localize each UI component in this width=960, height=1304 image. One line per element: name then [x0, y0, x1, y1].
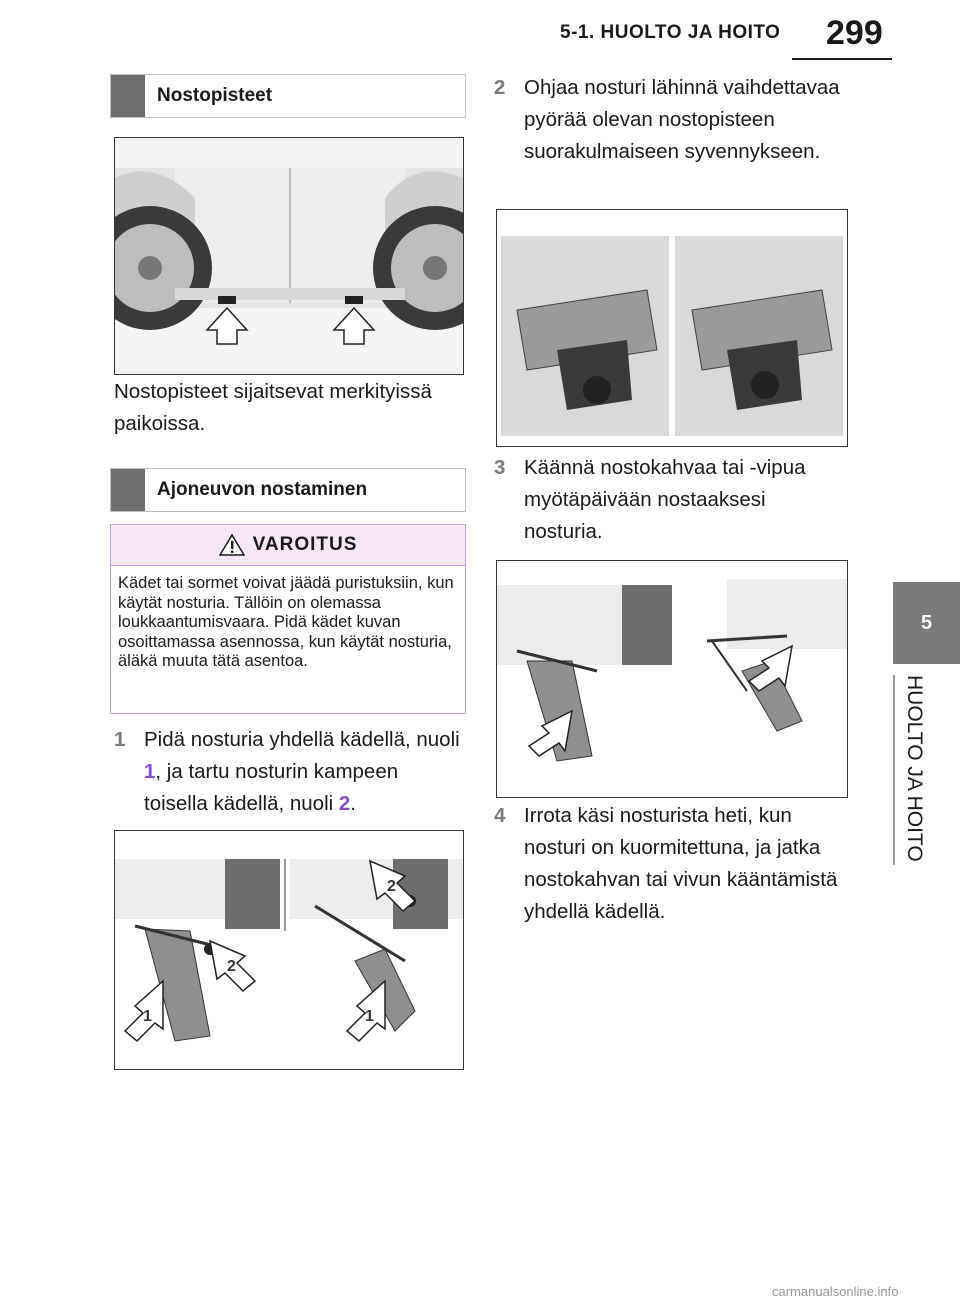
page-number: 299 — [826, 14, 883, 52]
figure-jack-placement — [496, 209, 848, 447]
figure-arrow-label-2b: 2 — [387, 878, 396, 895]
figure-jack-cranking — [496, 560, 848, 798]
figure-jack-grip — [114, 830, 464, 1070]
chapter-tab[interactable]: 5 — [893, 582, 960, 664]
lifting-points-caption: Nostopisteet sijaitsevat merkityissä paikoissa. — [114, 380, 432, 435]
chapter-side-label: HUOLTO JA HOITO — [903, 675, 926, 862]
header-rule — [792, 58, 892, 60]
chapter-title: 5-1. HUOLTO JA HOITO — [560, 22, 781, 43]
warning-box — [110, 524, 466, 714]
section-heading-lifting: Ajoneuvon nostaminen — [110, 468, 466, 512]
warning-title: VAROITUS — [252, 534, 358, 555]
figure-arrow-label-2: 2 — [227, 958, 236, 975]
watermark: carmanualsonline.info — [772, 1284, 899, 1299]
side-divider — [893, 675, 895, 865]
figure-arrow-label-1: 1 — [143, 1008, 152, 1025]
figure-arrow-label-1b: 1 — [365, 1008, 374, 1025]
warning-triangle-icon — [219, 533, 245, 557]
figure-lifting-points — [114, 137, 464, 375]
section-heading-lifting-points: Nostopisteet — [110, 74, 466, 118]
arrow-ref-2: 2 — [338, 792, 351, 815]
warning-text: Kädet tai sormet voivat jäädä puristuksiin, kun käytät nosturia. Tällöin on olemassa loukkaantumisvaara. Pidä kädet kuvan osoittamassa asennossa, kun käytät nosturia, äläkä muuta tätä asentoa. — [118, 574, 454, 670]
arrow-ref-1: 1 — [144, 760, 156, 783]
